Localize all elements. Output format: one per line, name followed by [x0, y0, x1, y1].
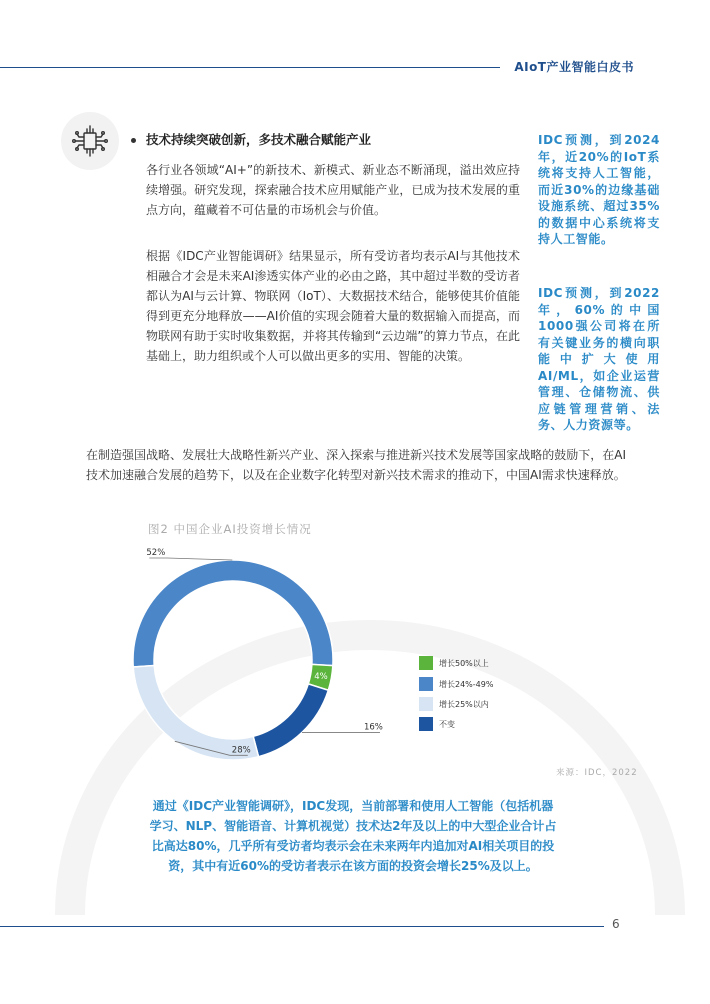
paragraph-survey: 根据《IDC产业智能调研》结果显示，所有受访者均表示AI与其他技术相融合才会是未来AI渗透实体产业的必由之路，其中超过半数的受访者都认为AI与云计算、物联网（IoT）、大数据技术结合，能够使其价值能得到更充分地释放——AI价值的实现会随着大量的数据输入而提高，而物联网有助于实时收集数据，并将其传输到“云边端”的算力节点，在此基础上，助力组织或个人可以做出更多的实用、智能的决策。 [146, 249, 520, 363]
paragraph-strategy: 在制造强国战略、发展壮大战略性新兴产业、深入探索与推进新兴技术发展等国家战略的鼓励下，在AI技术加速融合发展的趋势下，以及在企业数字化转型对新兴技术需求的推动下，中国AI需求快速释放。 [86, 448, 626, 482]
donut-callout-line-1 [149, 558, 232, 560]
circuit-chip-icon [61, 112, 119, 170]
donut-slice-3 [253, 684, 328, 757]
donut-value-label-3: 16% [363, 722, 383, 733]
paragraph-intro: 各行业各领域“AI+”的新技术、新模式、新业态不断涌现，溢出效应持续增强。研究发现，探索融合技术应用赋能产业，已成为技术发展的重点方向，蕴藏着不可估量的市场机会与价值。 [146, 163, 520, 217]
bullet-dot [131, 138, 136, 143]
donut-value-label-2: 28% [231, 745, 251, 756]
legend-item-1 [419, 677, 493, 691]
sidebar-note-aiml: IDC预测，到2022年，60%的中国1000强公司将在所有关键业务的横向职能中扩大使用AI/ML，如企业运营管理、仓储物流、供应链管理营销、法务、人力资源等。 [538, 286, 660, 432]
legend-swatch [419, 717, 433, 731]
legend-swatch [419, 677, 433, 691]
donut-value-label-1: 52% [146, 548, 166, 559]
page-number: 6 [612, 917, 620, 931]
legend-item-3 [419, 717, 455, 731]
header-rule [0, 67, 500, 68]
legend-swatch [419, 656, 433, 670]
figure-title: 图2 中国企业AI投资增长情况 [148, 522, 312, 536]
footer-rule [0, 926, 604, 927]
summary-callout: 通过《IDC产业智能调研》，IDC发现，当前部署和使用人工智能（包括机器学习、NLP、智能语音、计算机视觉）技术达2年及以上的中大型企业合计占比高达80%，几乎所有受访者均表示会在未来两年内追加对AI相关项目的投资，其中有近60%的受访者表示在该方面的投资会增长25%及以上。 [149, 799, 557, 873]
donut-chart [130, 548, 383, 780]
figure-source: 来源：IDC，2022 [556, 768, 638, 778]
sidebar-note-iot: IDC预测，到2024年，近20%的IoT系统将支持人工智能，而近30%的边缘基础设施系统、超过35%的数据中心系统将支持人工智能。 [538, 133, 660, 246]
donut-value-label-0: 4% [314, 672, 328, 683]
donut-slice-1 [133, 560, 333, 667]
legend-label: 增长24%-49% [439, 679, 494, 689]
legend-label: 增长25%以内 [439, 699, 489, 709]
header-title: AIoT产业智能白皮书 [514, 60, 634, 74]
legend-swatch [419, 697, 433, 711]
section-heading: 技术持续突破创新，多技术融合赋能产业 [146, 132, 372, 147]
legend-item-0 [419, 656, 489, 670]
legend-item-2 [419, 697, 489, 711]
legend-label: 增长50%以上 [439, 658, 489, 668]
legend-label: 不变 [439, 719, 455, 729]
